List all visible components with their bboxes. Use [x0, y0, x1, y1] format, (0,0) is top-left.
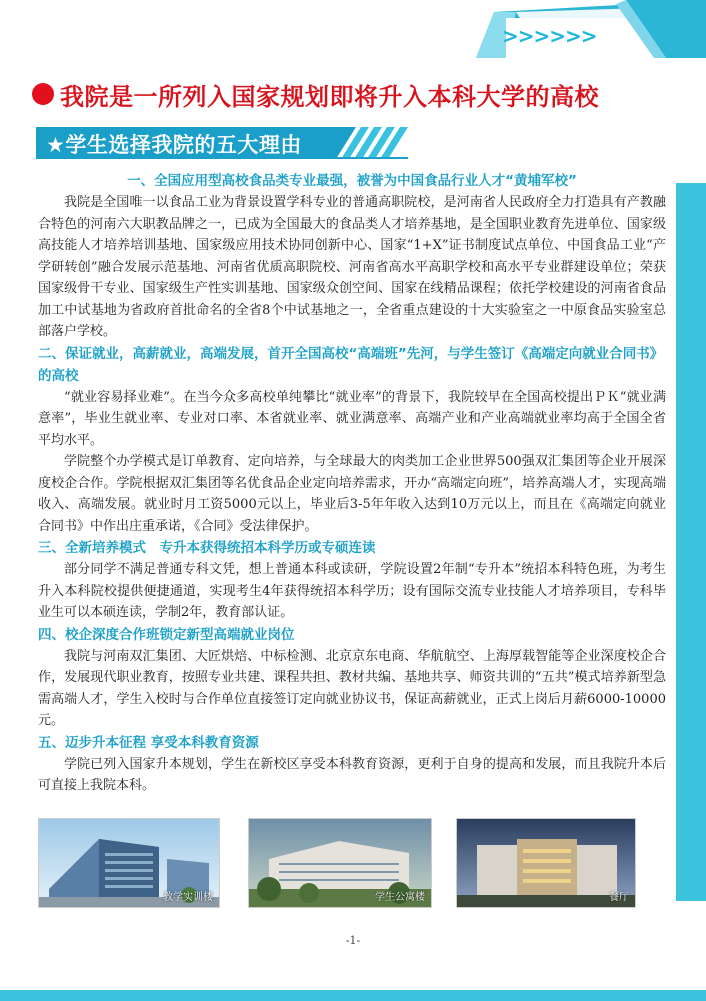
reason-4-paragraph: 我院与河南双汇集团、大匠烘焙、中标检测、北京京东电商、华航航空、上海厚载智能等企业深度校企合作，发展现代职业教育，按照专业共建、课程共担、教材共编、基地共享、师资共训的“五共”模式培养新型急需高端人才，学生入校时与合作单位直接签订定向就业协议书，保证高薪就业，正式上岗后月薪6000-10000元。 [38, 648, 666, 728]
section-title: ★学生选择我院的五大理由 [46, 133, 302, 157]
reason-3-heading: 三、全新培养模式 专升本获得统招本科学历或专硕连读 [38, 540, 376, 556]
photo-caption: 教学实训楼 [163, 892, 213, 903]
photo-caption: 学生公寓楼 [375, 892, 425, 903]
red-dot-icon [32, 83, 54, 105]
reasons-content [38, 170, 666, 797]
headline-text: 我院是一所列入国家规划即将升入本科大学的高校 [60, 82, 599, 111]
photo-caption: 餐厅 [609, 892, 629, 903]
photo-dormitory [248, 818, 432, 908]
reason-2-paragraph-1: “就业容易择业难”。在当今众多高校单纯攀比“就业率”的背景下，我院较早在全国高校提出ＰＫ“就业满意率”，毕业生就业率、专业对口率、本省就业率、就业满意率、高端产业和产业高端就业率均高于全国全省平均水平。 [38, 389, 666, 448]
bottom-accent-band [0, 990, 706, 1001]
reason-3-paragraph: 部分同学不满足普通专科文凭，想上普通本科或读研，学院设置2年制“专升本”统招本科特色班，为考生升入本科院校提供便捷通道，实现考生4年获得统招本科学历；设有国际交流专业技能人才培养项目，专科毕业生可以本硕连读，学制2年，教育部认证。 [38, 562, 666, 620]
reason-5-heading: 五、迈步升本征程 享受本科教育资源 [38, 734, 259, 751]
headline [32, 79, 599, 109]
reason-4-heading: 四、校企深度合作班锁定新型高端就业岗位 [38, 626, 295, 643]
reason-5-paragraph: 学院已列入国家升本规划，学生在新校区享受本科教育资源，更利于自身的提高和发展，而且我院升本后可直接上我院本科。 [38, 756, 666, 793]
reason-2-paragraph-2: 学院整个办学模式是订单教育、定向培养，与全球最大的肉类加工企业世界500强双汇集团等企业开展深度校企合作。学院根据双汇集团等名优食品企业定向培养需求，开办“高端定向班”，培养高端人才，实现高端收入、高端发展。就业时月工资5000元以上，毕业后3-5年年收入达到10万元以上，而且在《高端定向就业合同书》中作出庄重承诺，《合同》受法律保护。 [38, 454, 666, 534]
reason-2-heading: 二、保证就业，高薪就业，高端发展，首开全国高校“高端班”先河，与学生签订《高端定向就业合同书》的高校 [38, 345, 664, 384]
photo-teaching-building [38, 818, 220, 908]
side-accent-bar [676, 183, 706, 901]
reason-1-heading: 一、全国应用型高校食品类专业最强，被誉为中国食品行业人才“黄埔军校” [127, 173, 577, 189]
reason-1-paragraph: 我院是全国唯一以食品工业为背景设置学科专业的普通高职院校，是河南省人民政府全力打造具有产教融合特色的河南六大职教品牌之一，已成为全国最大的食品类人才培养基地，是全国职业教育先进单位、国家级高技能人才培养培训基地、国家级应用技术协同创新中心、国家“1+X”证书制度试点单位、中国食品工业“产学研转创”融合发展示范基地、河南省优质高职院校、河南省高水平高职学校和高水平专业群建设单位；荣获国家级骨干专业、国家级生产性实训基地、国家级众创空间、国家在线精品课程；依托学校建设的河南省食品加工中试基地为省政府首批命名的全省8个中试基地之一，全省重点建设的十大实验室之一中原食品实验室总部落户学校。 [38, 195, 666, 339]
section-banner [36, 127, 408, 159]
campus-photos [38, 818, 634, 908]
page-number: -1- [345, 934, 361, 947]
photo-dining-hall [456, 818, 636, 908]
chevron-arrows-icon: >>>>>> [502, 24, 597, 48]
